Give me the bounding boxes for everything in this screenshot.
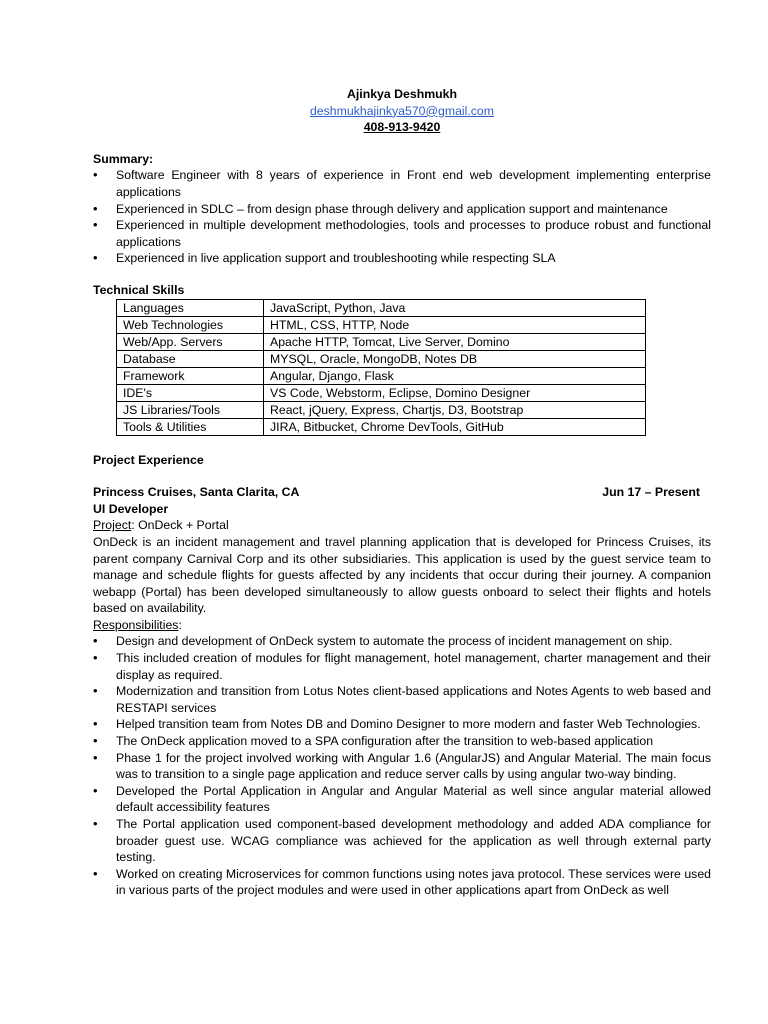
skill-category: JS Libraries/Tools — [117, 401, 264, 418]
summary-list — [93, 167, 711, 267]
responsibility-item: • This included creation of modules for flight management, hotel management, charter management and their display as required. — [93, 650, 711, 683]
experience-title: Project Experience — [93, 452, 204, 467]
skill-value: JIRA, Bitbucket, Chrome DevTools, GitHub — [264, 418, 646, 435]
candidate-name: Ajinkya Deshmukh — [346, 87, 458, 101]
responsibility-item: • Worked on creating Microservices for common functions using notes java protocol. These services were used in various parts of the project modules and were used in other applications apart from OnDeck as well — [93, 866, 711, 899]
skills-row — [117, 299, 646, 316]
responsibilities-label: Responsibilities — [93, 617, 179, 632]
skills-row — [117, 367, 646, 384]
job-entry — [93, 484, 711, 899]
skills-row — [117, 333, 646, 350]
skill-value: HTML, CSS, HTTP, Node — [264, 316, 646, 333]
responsibilities-colon: : — [178, 617, 182, 632]
job-role: UI Developer — [93, 501, 169, 516]
skill-value: Angular, Django, Flask — [264, 367, 646, 384]
responsibility-item: • The OnDeck application moved to a SPA configuration after the transition to web-based application — [93, 733, 711, 750]
responsibility-item: • Developed the Portal Application in Angular and Angular Material as well since angular material allowed default accessibility features — [93, 783, 711, 816]
summary-item: • Software Engineer with 8 years of experience in Front end web development implementing enterprise applications — [93, 167, 711, 200]
company-name: Princess Cruises, Santa Clarita, CA — [93, 485, 300, 500]
skill-category: IDE's — [117, 384, 264, 401]
skill-value: MYSQL, Oracle, MongoDB, Notes DB — [264, 350, 646, 367]
responsibilities-list — [93, 633, 711, 899]
responsibility-item: • Design and development of OnDeck system to automate the process of incident management on ship. — [93, 633, 711, 650]
skills-row — [117, 418, 646, 435]
project-label: Project — [93, 518, 132, 533]
skill-category: Languages — [117, 299, 264, 316]
skill-category: Framework — [117, 367, 264, 384]
summary-title: Summary: — [93, 151, 154, 166]
summary-item: • Experienced in multiple development methodologies, tools and processes to produce robust and functional applications — [93, 217, 711, 250]
skill-value: Apache HTTP, Tomcat, Live Server, Domino — [264, 333, 646, 350]
skill-category: Web Technologies — [117, 316, 264, 333]
responsibility-item: • The Portal application used component-based development methodology and added ADA compliance for broader guest use. WCAG compliance was achieved for the application as well through external party testing. — [93, 816, 711, 866]
resume-page — [93, 86, 711, 899]
responsibility-item: • Modernization and transition from Lotus Notes client-based applications and Notes Agents to web based and RESTAPI services — [93, 683, 711, 716]
responsibility-item: • Phase 1 for the project involved working with Angular 1.6 (AngularJS) and Angular Material. The main focus was to transition to a single page application and reduce server calls by using angular two-way binding. — [93, 750, 711, 783]
job-header — [93, 484, 700, 501]
skill-value: VS Code, Webstorm, Eclipse, Domino Designer — [264, 384, 646, 401]
skills-row — [117, 384, 646, 401]
skill-value: React, jQuery, Express, Chartjs, D3, Bootstrap — [264, 401, 646, 418]
summary-section — [93, 151, 711, 267]
skills-row — [117, 401, 646, 418]
email-link[interactable]: deshmukhajinkya570@gmail.com — [309, 103, 495, 118]
responsibilities-heading — [93, 617, 711, 634]
skill-category: Tools & Utilities — [117, 418, 264, 435]
project-line — [93, 517, 711, 534]
skills-row — [117, 316, 646, 333]
skills-table — [116, 299, 646, 436]
job-dates: Jun 17 – Present — [602, 485, 700, 500]
project-description: OnDeck is an incident management and travel planning application that is developed for Princess Cruises, its parent company Carnival Corp and its other subsidiaries. This application is used by the guest service team to manage and schedule flights for guests affected by any incidents that occur during their journey. A companion webapp (Portal) has been developed simultaneously to allow guests onboard to select their flights and hotels based on availability. — [93, 534, 711, 616]
summary-item: • Experienced in SDLC – from design phase through delivery and application support and maintenance — [93, 201, 711, 218]
skills-section — [93, 282, 711, 436]
skill-category: Web/App. Servers — [117, 333, 264, 350]
summary-item: • Experienced in live application support and troubleshooting while respecting SLA — [93, 250, 711, 267]
project-value: : OnDeck + Portal — [131, 518, 229, 533]
skill-value: JavaScript, Python, Java — [264, 299, 646, 316]
responsibility-item: • Helped transition team from Notes DB and Domino Designer to more modern and faster Web Technologies. — [93, 716, 711, 733]
experience-section — [93, 452, 711, 899]
phone-number: 408-913-9420 — [363, 120, 441, 135]
skills-row — [117, 350, 646, 367]
resume-header — [93, 86, 711, 136]
skills-title: Technical Skills — [93, 282, 185, 297]
skill-category: Database — [117, 350, 264, 367]
